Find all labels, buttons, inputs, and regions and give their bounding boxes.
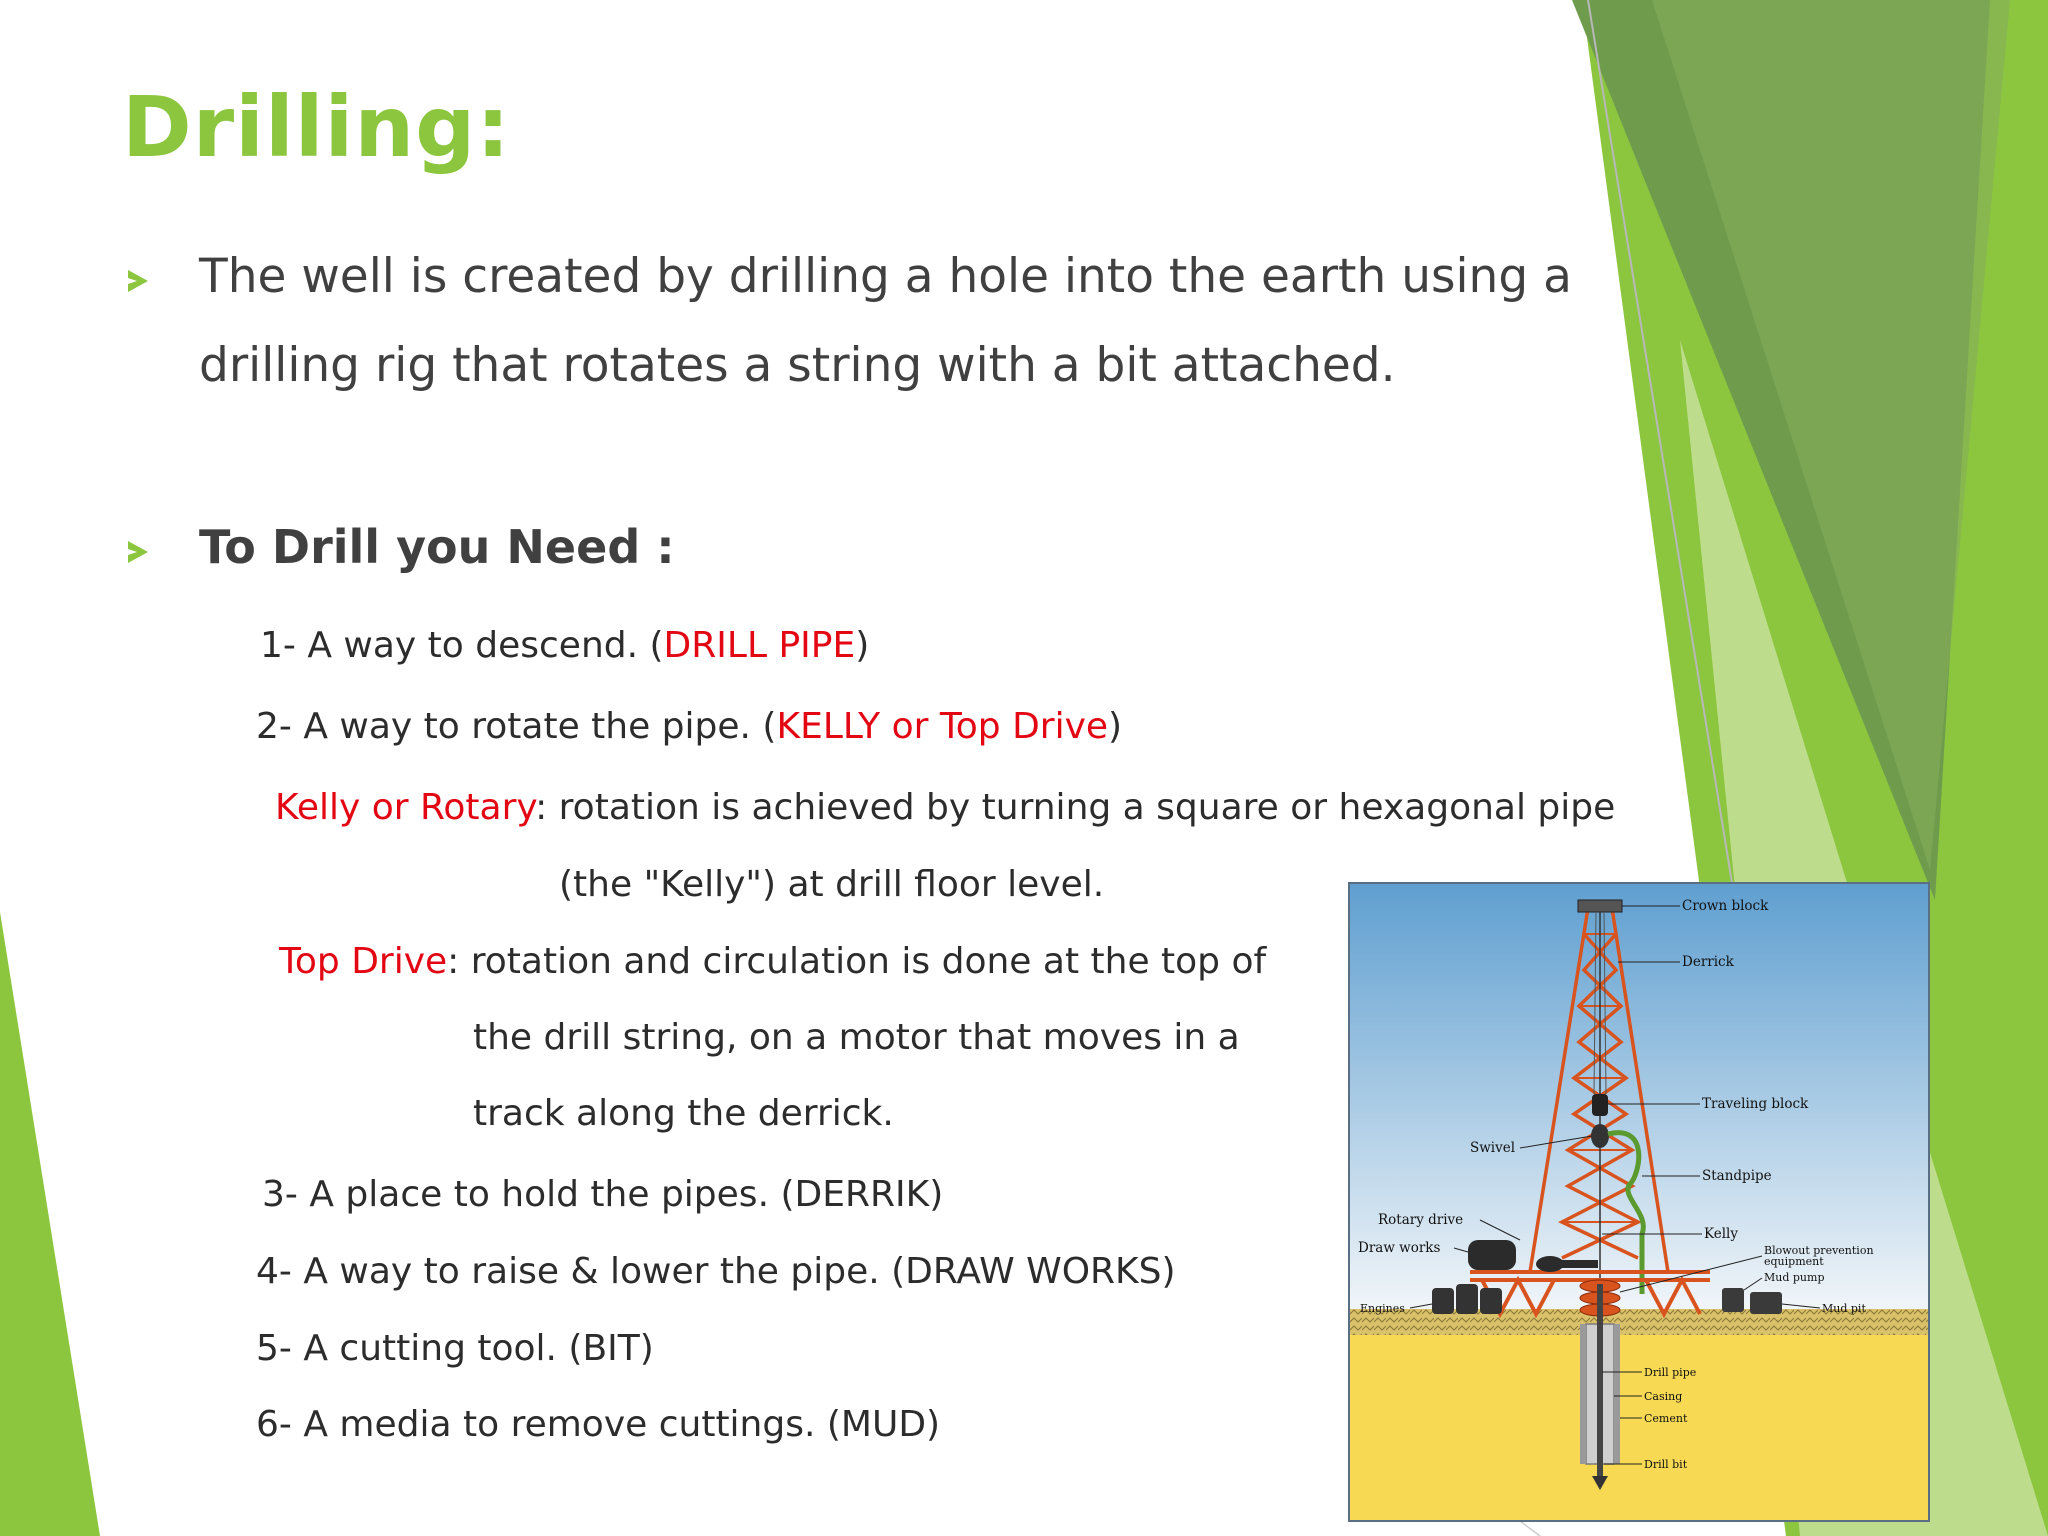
kelly-text: rotation is achieved by turning a square or hexagonal pipe: [547, 787, 1616, 828]
kelly-definition-cont: (the "Kelly") at drill floor level.: [559, 864, 1105, 905]
label-bop-2: equipment: [1764, 1255, 1824, 1268]
kelly-definition: [275, 787, 1615, 828]
item-5: 5- A cutting tool. (BIT): [256, 1328, 654, 1369]
label-derrick: Derrick: [1682, 954, 1734, 970]
item-1: [260, 625, 869, 666]
arrow-bullet-icon: [128, 270, 148, 292]
top-drive-cont-2: track along the derrick.: [473, 1093, 894, 1134]
drilling-rig-diagram: [1348, 882, 1930, 1522]
kelly-colon: :: [535, 787, 548, 828]
label-bop-1: Blowout prevention: [1764, 1244, 1874, 1257]
label-rotary-drive: Rotary drive: [1378, 1212, 1464, 1228]
arrow-bullet-icon: [128, 541, 148, 563]
label-standpipe: Standpipe: [1702, 1168, 1772, 1184]
item-6: 6- A media to remove cuttings. (MUD): [256, 1404, 941, 1445]
traveling-block-shape: [1592, 1094, 1608, 1116]
label-engines: Engines: [1360, 1302, 1405, 1315]
top-drive-cont-1: the drill string, on a motor that moves in a: [473, 1017, 1240, 1058]
label-mud-pit: Mud pit: [1822, 1302, 1866, 1315]
top-drive-term: Top Drive: [279, 941, 448, 982]
item-2-prefix: 2- A way to rotate the pipe. (: [256, 706, 777, 747]
label-traveling-block: Traveling block: [1702, 1096, 1809, 1112]
item-1-suffix: ): [855, 625, 870, 666]
label-crown-block: Crown block: [1682, 898, 1769, 914]
item-1-prefix: 1- A way to descend. (: [260, 625, 664, 666]
label-mud-pump: Mud pump: [1764, 1271, 1825, 1284]
item-4: 4- A way to raise & lower the pipe. (DRAW WORKS): [256, 1251, 1176, 1292]
kelly-term: Kelly or Rotary: [275, 787, 536, 828]
slide-title: Drilling:: [122, 78, 511, 176]
draw-works-shape: [1468, 1240, 1516, 1270]
top-drive-text: : rotation and circulation is done at the top of: [447, 941, 1267, 982]
item-3: 3- A place to hold the pipes. (DERRIK): [262, 1174, 944, 1215]
bullet-1-line-1: The well is created by drilling a hole into the earth using a: [199, 249, 1572, 304]
label-drill-bit: Drill bit: [1644, 1458, 1688, 1471]
label-cement: Cement: [1644, 1412, 1688, 1425]
item-1-highlight: DRILL PIPE: [663, 625, 856, 666]
item-2: [256, 706, 1122, 747]
crown-block-shape: [1578, 900, 1622, 912]
ground: [1350, 1314, 1928, 1520]
label-kelly: Kelly: [1704, 1226, 1738, 1242]
cement: [1580, 1324, 1586, 1464]
item-2-suffix: ): [1108, 706, 1123, 747]
label-swivel: Swivel: [1470, 1140, 1516, 1156]
deco-green-left: [0, 912, 100, 1536]
label-casing: Casing: [1644, 1390, 1683, 1403]
top-drive-definition: [279, 941, 1266, 982]
label-drill-pipe: Drill pipe: [1644, 1366, 1697, 1379]
engines-shape: [1432, 1284, 1502, 1314]
label-draw-works: Draw works: [1358, 1240, 1441, 1256]
bullet-2-heading: To Drill you Need :: [199, 520, 675, 574]
item-2-highlight: KELLY or Top Drive: [776, 706, 1109, 747]
swivel-shape: [1591, 1124, 1609, 1148]
bullet-1-line-2: drilling rig that rotates a string with a bit attached.: [199, 338, 1396, 393]
